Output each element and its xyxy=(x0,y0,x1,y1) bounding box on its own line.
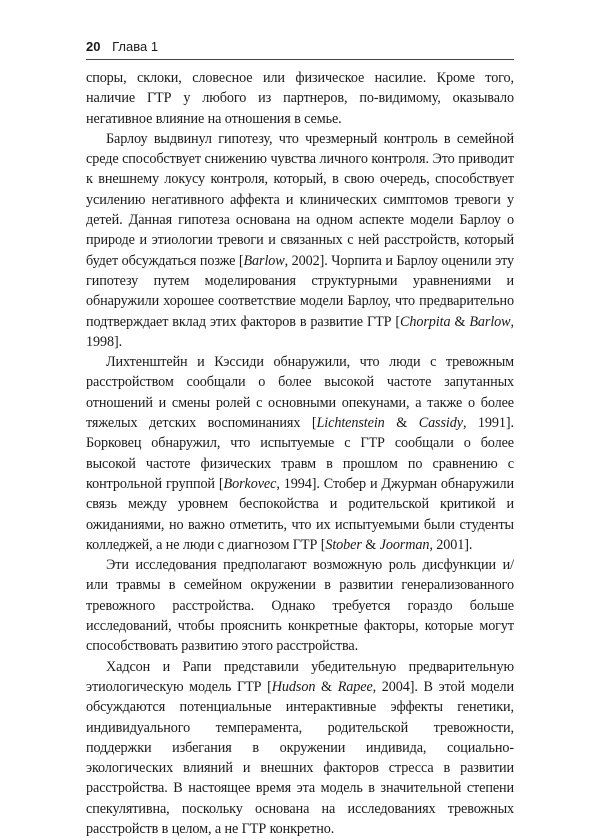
citation-author: Lichtenstein xyxy=(316,415,385,432)
body-text xyxy=(86,68,514,839)
citation-author: Hudson xyxy=(271,678,316,695)
chapter-title: Глава 1 xyxy=(112,39,159,54)
text-run: , 1998]. xyxy=(86,313,514,350)
citation-author: Barlow xyxy=(243,252,285,269)
text-run: Эти исследования предполагают возможную роль дисфункции и/или травмы в семейном окружении в развитии генерализованного тревожного расстройства. Однако требуется гораздо больше исследований, чтобы прояснить конкретные факторы, которые могут способствовать развитию этого расстройства. xyxy=(86,557,514,655)
citation-author: Cassidy xyxy=(418,415,463,432)
text-run: Лихтенштейн и Кэссиди обнаружили, что люди с тревожным расстройством сообщали о более высокой частоте запутанных отношений и смены ролей с основными опекунами, а также о более тяжелых детских воспоминаниях [ xyxy=(86,354,514,432)
text-run: , 2004]. В этой модели обсуждаются потенциальные интерактивные эффекты генетики, индивидуального темперамента, родительской тревожности, поддержки избегания в окружении индивида, социально-экологических влияний и внешних факторов стресса в развитии расстройства. В настоящее время эта модель в значительной степени спекулятивна, поскольку основана на исследованиях тревожных расстройств в целом, а не ГТР конкретно. xyxy=(86,678,514,837)
text-run: Хадсон и Рапи представили убедительную предварительную этиологическую модель ГТР [ xyxy=(86,658,514,695)
citation-author: Stober xyxy=(325,536,362,553)
citation-author: Chorpita xyxy=(400,313,451,330)
text-run: & xyxy=(450,313,470,330)
paragraph-3 xyxy=(86,352,514,555)
text-run: & xyxy=(361,536,380,553)
paragraph-4 xyxy=(86,555,514,656)
citation-author: Barlow xyxy=(469,313,511,330)
citation-author: Rapee xyxy=(337,678,373,695)
header-rule xyxy=(86,59,514,60)
text-run: & xyxy=(315,678,338,695)
text-run: & xyxy=(384,415,419,432)
text-run: , 2001]. xyxy=(429,536,473,553)
running-header xyxy=(86,38,514,56)
text-run: , 1991]. Борковец обнаружил, что испытуемые с ГТР сообщали о более высокой частоте физических травм в прошлом по сравнению с контрольной группой [ xyxy=(86,415,514,492)
text-run: споры, склоки, словесное или физическое насилие. Кроме того, наличие ГТР у любого из партнеров, по-видимому, оказывало негативное влияние на отношения в семье. xyxy=(86,70,514,127)
paragraph-1 xyxy=(86,68,514,129)
text-run: , 2002]. Чорпита и Барлоу оценили эту гипотезу путем моделирования структурными уравнениями и обнаружили хорошее соответствие модели Барлоу, что предварительно подтверждает вклад этих факторов в развитие ГТР [ xyxy=(86,252,514,330)
text-run: , 1994]. Стобер и Джурман обнаружили связь между уровнем беспокойства и родительской критикой и ожиданиями, но важно отметить, что их испытуемыми были студенты колледжей, а не люди с диагнозом ГТР [ xyxy=(86,475,514,553)
paragraph-5 xyxy=(86,657,514,839)
citation-author: Borkovec xyxy=(223,475,277,492)
page-number: 20 xyxy=(86,39,101,54)
citation-author: Joorman xyxy=(379,536,430,553)
paragraph-2 xyxy=(86,129,514,352)
text-run: Барлоу выдвинул гипотезу, что чрезмерный контроль в семейной среде способствует снижению чувства личного контроля. Это приводит к внешнему локусу контроля, который, в свою очередь, способствует усилению негативного аффекта и клинических симптомов тревоги у детей. Данная гипотеза основана на одном аспекте модели Барлоу о природе и этиологии тревоги и связанных с ней расстройств, который будет обсуждаться позже [ xyxy=(86,130,514,269)
